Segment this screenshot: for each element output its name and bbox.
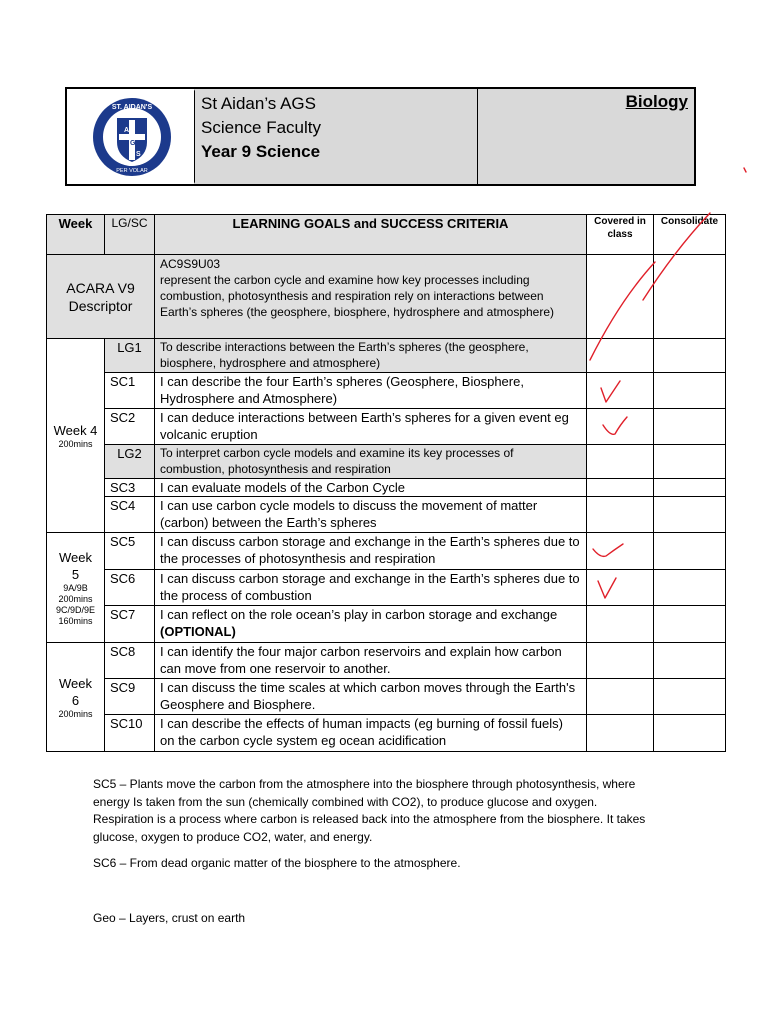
week-label: Week 5 bbox=[59, 549, 92, 582]
row-text: I can describe the effects of human impacts (eg burning of fossil fuels) on the carbon cycle system eg ocean acidification bbox=[155, 715, 587, 752]
row-text-main: I can reflect on the role ocean’s play in carbon storage and exchange bbox=[160, 607, 558, 622]
covered-checkbox[interactable] bbox=[587, 533, 654, 570]
covered-checkbox[interactable] bbox=[587, 409, 654, 445]
week-cell bbox=[47, 339, 105, 533]
table-row bbox=[47, 570, 726, 606]
col-covered-header: Covered in class bbox=[587, 215, 654, 255]
pen-dot-margin bbox=[744, 168, 746, 172]
consolidate-checkbox[interactable] bbox=[654, 339, 726, 373]
row-code: SC8 bbox=[105, 643, 155, 679]
covered-checkbox[interactable] bbox=[587, 339, 654, 373]
week-cell bbox=[47, 533, 105, 643]
table-row bbox=[47, 339, 726, 373]
table-row bbox=[47, 445, 726, 479]
table-row bbox=[47, 606, 726, 643]
covered-checkbox[interactable] bbox=[587, 679, 654, 715]
row-text: I can identify the four major carbon reservoirs and explain how carbon can move from one reservoir to another. bbox=[155, 643, 587, 679]
covered-checkbox[interactable] bbox=[587, 643, 654, 679]
row-text: To describe interactions between the Earth’s spheres (the geosphere, biosphere, hydrosphere and atmosphere) bbox=[155, 339, 587, 373]
consolidate-checkbox[interactable] bbox=[654, 643, 726, 679]
consolidate-checkbox[interactable] bbox=[654, 497, 726, 533]
covered-checkbox[interactable] bbox=[587, 255, 654, 339]
row-text: I can use carbon cycle models to discuss the movement of matter (carbon) between the Earth’s spheres bbox=[155, 497, 587, 533]
school-crest-logo bbox=[91, 96, 173, 178]
consolidate-checkbox[interactable] bbox=[654, 409, 726, 445]
week-duration: 9A/9B 200mins 9C/9D/9E 160mins bbox=[55, 582, 96, 626]
consolidate-checkbox[interactable] bbox=[654, 606, 726, 643]
svg-text:S: S bbox=[135, 150, 141, 158]
consolidate-checkbox[interactable] bbox=[654, 570, 726, 606]
row-code: LG2 bbox=[105, 445, 155, 479]
acara-text: represent the carbon cycle and examine how key processes including combustion, photosynthesis and respiration rely on interactions between Earth’s spheres (the geosphere, biosphere, hydrosphere and atmosphere) bbox=[160, 273, 555, 319]
col-goals-header: LEARNING GOALS and SUCCESS CRITERIA bbox=[155, 215, 587, 255]
week-label: Week 4 bbox=[53, 422, 98, 438]
col-consolidate-header: Consolidate bbox=[654, 215, 726, 255]
covered-checkbox[interactable] bbox=[587, 497, 654, 533]
table-row bbox=[47, 373, 726, 409]
week-duration: 200mins bbox=[58, 438, 93, 449]
row-text: I can deduce interactions between Earth’s spheres for a given event eg volcanic eruption bbox=[155, 409, 587, 445]
row-text: I can evaluate models of the Carbon Cycle bbox=[155, 479, 587, 497]
covered-checkbox[interactable] bbox=[587, 715, 654, 752]
svg-text:PER VOLAR: PER VOLAR bbox=[115, 167, 148, 174]
acara-code: AC9S9U03 bbox=[160, 257, 221, 271]
week-cell bbox=[47, 643, 105, 752]
optional-label: (OPTIONAL) bbox=[160, 624, 236, 639]
table-row bbox=[47, 679, 726, 715]
col-lgsc-header: LG/SC bbox=[105, 215, 155, 255]
row-code: SC9 bbox=[105, 679, 155, 715]
row-code: SC7 bbox=[105, 606, 155, 643]
svg-text:G: G bbox=[129, 139, 135, 147]
table-row bbox=[47, 409, 726, 445]
note-sc6: SC6 – From dead organic matter of the biosphere to the atmosphere. bbox=[93, 856, 461, 870]
school-name: St Aidan’s AGS bbox=[201, 94, 316, 113]
learning-goals-table bbox=[46, 214, 726, 752]
consolidate-checkbox[interactable] bbox=[654, 445, 726, 479]
faculty-name: Science Faculty bbox=[201, 118, 321, 137]
row-code: SC4 bbox=[105, 497, 155, 533]
consolidate-checkbox[interactable] bbox=[654, 255, 726, 339]
acara-descriptor bbox=[155, 255, 587, 339]
note-geo-block bbox=[93, 910, 653, 928]
acara-label: ACARA V9 Descriptor bbox=[47, 255, 155, 339]
table-row bbox=[47, 643, 726, 679]
consolidate-checkbox[interactable] bbox=[654, 533, 726, 570]
covered-checkbox[interactable] bbox=[587, 445, 654, 479]
covered-checkbox[interactable] bbox=[587, 479, 654, 497]
document-header bbox=[65, 87, 696, 186]
subject-title: Biology bbox=[625, 92, 688, 111]
row-code: SC3 bbox=[105, 479, 155, 497]
svg-text:ST. AIDAN'S: ST. AIDAN'S bbox=[111, 103, 152, 111]
table-row bbox=[47, 715, 726, 752]
row-code: SC5 bbox=[105, 533, 155, 570]
school-logo-cell bbox=[67, 89, 195, 184]
consolidate-checkbox[interactable] bbox=[654, 479, 726, 497]
row-code: SC10 bbox=[105, 715, 155, 752]
consolidate-checkbox[interactable] bbox=[654, 679, 726, 715]
covered-checkbox[interactable] bbox=[587, 606, 654, 643]
table-row bbox=[47, 533, 726, 570]
school-info-cell bbox=[195, 89, 478, 184]
row-code: LG1 bbox=[105, 339, 155, 373]
year-level: Year 9 Science bbox=[201, 142, 321, 161]
col-week-header: Week bbox=[47, 215, 105, 255]
covered-checkbox[interactable] bbox=[587, 373, 654, 409]
week-duration: 200mins bbox=[58, 708, 93, 719]
covered-checkbox[interactable] bbox=[587, 570, 654, 606]
row-text: I can discuss the time scales at which carbon moves through the Earth's Geosphere and Biosphere. bbox=[155, 679, 587, 715]
notes-section bbox=[93, 776, 653, 873]
row-code: SC2 bbox=[105, 409, 155, 445]
svg-text:A: A bbox=[123, 126, 129, 134]
row-text: I can describe the four Earth’s spheres (Geosphere, Biosphere, Hydrosphere and Atmosphere) bbox=[155, 373, 587, 409]
row-text: I can discuss carbon storage and exchange in the Earth’s spheres due to the processes of photosynthesis and respiration bbox=[155, 533, 587, 570]
consolidate-checkbox[interactable] bbox=[654, 373, 726, 409]
week-label: Week 6 bbox=[59, 675, 92, 708]
row-code: SC6 bbox=[105, 570, 155, 606]
row-text: To interpret carbon cycle models and examine its key processes of combustion, photosynthesis and respiration bbox=[155, 445, 587, 479]
table-row bbox=[47, 479, 726, 497]
subject-cell bbox=[478, 89, 694, 184]
table-row bbox=[47, 497, 726, 533]
note-geo: Geo – Layers, crust on earth bbox=[93, 911, 246, 925]
row-code: SC1 bbox=[105, 373, 155, 409]
row-text bbox=[155, 606, 587, 643]
consolidate-checkbox[interactable] bbox=[654, 715, 726, 752]
note-sc5: SC5 – Plants move the carbon from the atmosphere into the biosphere through photosynthesis, where energy Is taken from the sun (chemically combined with CO2), to produce glucose and oxygen. Respiration is a process where carbon is released back into the atmosphere from the biosphere. It takes glucose, oxygen to produce CO2, water, and energy. bbox=[93, 777, 646, 844]
acara-row bbox=[47, 255, 726, 339]
table-header-row bbox=[47, 215, 726, 255]
row-text: I can discuss carbon storage and exchange in the Earth’s spheres due to the process of combustion bbox=[155, 570, 587, 606]
